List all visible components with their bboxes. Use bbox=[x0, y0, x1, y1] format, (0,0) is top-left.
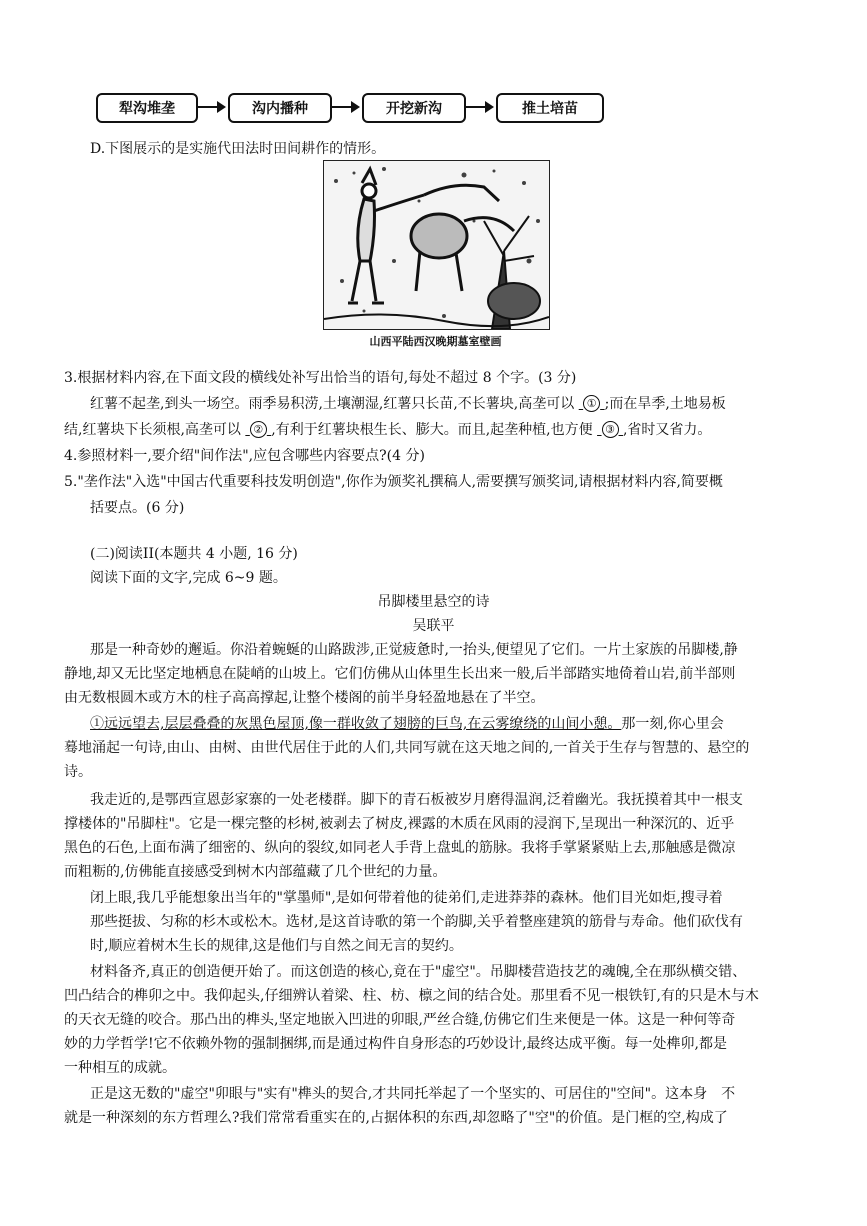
blank-3-marker: ③ bbox=[602, 421, 619, 438]
question-3-passage-line-2 bbox=[64, 420, 711, 440]
q3-text-e: ,省时又省力。 bbox=[622, 422, 712, 438]
paragraph-6-line-1: 正是这无数的"虚空"卯眼与"实有"榫头的契合,才共同托举起了一个坚实的、可居住的"空间"。这本身 不 bbox=[90, 1086, 736, 1102]
paragraph-1-line-3: 由无数根圆木或方木的柱子高高撑起,让整个楼阁的前半身轻盈地悬在了半空。 bbox=[64, 690, 545, 706]
question-3-prompt: 3.根据材料内容,在下面文段的横线处补写出恰当的语句,每处不超过 8 个字。(3 分) bbox=[64, 370, 577, 386]
blank-1 bbox=[579, 396, 605, 412]
blank-3 bbox=[597, 422, 623, 438]
paragraph-3-line-2: 撑楼体的"吊脚柱"。它是一棵完整的杉树,被剥去了树皮,裸露的木质在风雨的浸润下,呈现出一种深沉的、近乎 bbox=[64, 816, 735, 832]
blank-2 bbox=[245, 422, 271, 438]
flow-step-2-label: 沟内播种 bbox=[252, 101, 308, 117]
flow-step-1-label: 犁沟堆垄 bbox=[119, 101, 175, 117]
flow-arrow-2 bbox=[330, 106, 358, 108]
question-5-line-1: 5."垄作法"入选"中国古代重要科技发明创造",你作为颁奖礼撰稿人,需要撰写颁奖词,请根据材料内容,简要概 bbox=[64, 474, 723, 490]
paragraph-5-line-4: 妙的力学哲学!它不依赖外物的强制捆绑,而是通过构件自身形态的巧妙设计,最终达成平衡。每一处榫卯,都是 bbox=[64, 1036, 727, 1052]
paragraph-4-line-1: 闭上眼,我几乎能想象出当年的"掌墨师",是如何带着他的徒弟们,走进莽莽的森林。他们目光如炬,搜寻着 bbox=[90, 890, 723, 906]
question-4: 4.参照材料一,要介绍"间作法",应包含哪些内容要点?(4 分) bbox=[64, 448, 425, 464]
flow-arrow-3 bbox=[464, 106, 492, 108]
image-caption: 山西平陆西汉晚期墓室壁画 bbox=[369, 335, 502, 348]
paragraph-3-line-1: 我走近的,是鄂西宣恩彭家寨的一处老楼群。脚下的青石板被岁月磨得温润,泛着幽光。我抚摸着其中一根支 bbox=[90, 792, 743, 808]
paragraph-2-line-3: 诗。 bbox=[64, 764, 92, 780]
paragraph-5-line-3: 的天衣无缝的咬合。那凸出的榫头,坚定地嵌入凹进的卯眼,严丝合缝,仿佛它们生来便是一体。这是一种何等奇 bbox=[64, 1012, 736, 1028]
flow-step-1 bbox=[96, 93, 198, 123]
flow-step-4 bbox=[496, 93, 604, 123]
q3-text-d: ,有利于红薯块根生长、膨大。而且,起垄种植,也方便 bbox=[271, 422, 593, 438]
section-instruction: 阅读下面的文字,完成 6~9 题。 bbox=[90, 570, 287, 586]
q3-text-a: 红薯不起垄,到头一场空。雨季易积涝,土壤潮湿,红薯只长苗,不长薯块,高垄可以 bbox=[90, 396, 575, 412]
q3-text-c: 结,红薯块下长须根,高垄可以 bbox=[64, 422, 241, 438]
underlined-sentence-1: ①远远望去,层层叠叠的灰黑色屋顶,像一群收敛了翅膀的巨鸟,在云雾缭绕的山间小憩。 bbox=[90, 716, 622, 732]
paragraph-3-line-4: 而粗粝的,仿佛能直接感受到树木内部蕴藏了几个世纪的力量。 bbox=[64, 864, 447, 880]
p2-rest: 那一刻,你心里会 bbox=[621, 716, 724, 732]
question-5-line-2: 括要点。(6 分) bbox=[90, 500, 185, 516]
paragraph-1-line-1: 那是一种奇妙的邂逅。你沿着蜿蜒的山路跋涉,正觉疲惫时,一抬头,便望见了它们。一片土家族的吊脚楼,静 bbox=[90, 642, 738, 658]
paragraph-4-line-2: 那些挺拔、匀称的杉木或松木。选材,是这首诗歌的第一个韵脚,关乎着整座建筑的筋骨与寿命。他们砍伐有 bbox=[90, 914, 743, 930]
flow-step-2 bbox=[228, 93, 332, 123]
paragraph-5-line-5: 一种相互的成就。 bbox=[64, 1060, 176, 1076]
article-author: 吴联平 bbox=[412, 618, 455, 634]
flow-step-4-label: 推土培苗 bbox=[522, 101, 578, 117]
section-title: (二)阅读II(本题共 4 小题, 16 分) bbox=[90, 546, 298, 562]
paragraph-6-line-2: 就是一种深刻的东方哲理么?我们常常看重实在的,占据体积的东西,却忽略了"空"的价值。是门框的空,构成了 bbox=[64, 1110, 728, 1126]
mural-drawing bbox=[324, 161, 549, 329]
paragraph-5-line-1: 材料备齐,真正的创造便开始了。而这创造的核心,竟在于"虚空"。吊脚楼营造技艺的魂魄,全在那纵横交错、 bbox=[90, 964, 747, 980]
flow-step-3-label: 开挖新沟 bbox=[386, 101, 442, 117]
flow-arrow-1 bbox=[196, 106, 224, 108]
blank-2-marker: ② bbox=[250, 421, 267, 438]
paragraph-1-line-2: 静地,却又无比坚定地栖息在陡峭的山坡上。它们仿佛从山体里生长出来一般,后半部踏实地倚着山岩,前半部则 bbox=[64, 666, 736, 682]
article-title: 吊脚楼里悬空的诗 bbox=[377, 594, 490, 610]
tomb-mural-image bbox=[323, 160, 550, 330]
paragraph-4-line-3: 时,顺应着树木生长的规律,这是他们与自然之间无言的契约。 bbox=[90, 938, 463, 954]
paragraph-5-line-2: 凹凸结合的榫卯之中。我仰起头,仔细辨认着梁、柱、枋、檩之间的结合处。那里看不见一根铁钉,有的只是木与木 bbox=[64, 988, 759, 1004]
paragraph-2-line-1 bbox=[90, 714, 724, 734]
process-flow-diagram bbox=[96, 93, 606, 123]
flow-step-3 bbox=[362, 93, 466, 123]
option-d-text: D.下图展示的是实施代田法时田间耕作的情形。 bbox=[90, 141, 386, 157]
q3-text-b: ;而在旱季,土地易板 bbox=[604, 396, 726, 412]
paragraph-3-line-3: 黑色的石色,上面布满了细密的、纵向的裂纹,如同老人手背上盘虬的筋脉。我将手掌紧紧贴上去,那触感是微凉 bbox=[64, 840, 736, 856]
blank-1-marker: ① bbox=[583, 395, 600, 412]
paragraph-2-line-2: 蓦地涌起一句诗,由山、由树、由世代居住于此的人们,共同写就在这天地之间的,一首关于生存与智慧的、悬空的 bbox=[64, 740, 750, 756]
question-3-passage-line-1 bbox=[90, 394, 726, 414]
